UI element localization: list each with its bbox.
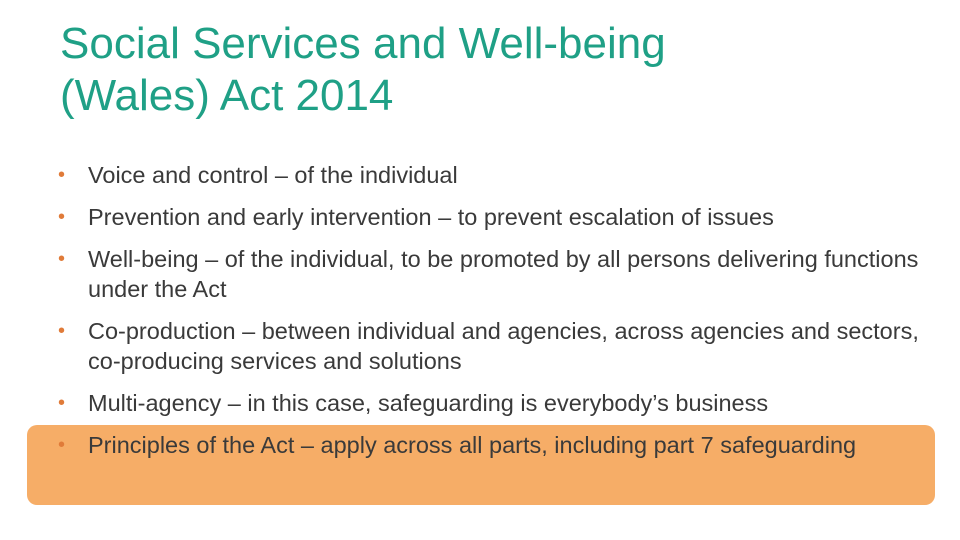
slide-title (60, 18, 920, 122)
bullet-item (56, 160, 936, 190)
bullet-dot-icon: • (58, 434, 66, 456)
bullet-item (56, 244, 936, 304)
title-line-2: (Wales) Act 2014 (60, 71, 394, 120)
bullet-dot-icon: • (58, 320, 66, 342)
bullet-item (56, 202, 936, 232)
title-line-1: Social Services and Well-being (60, 19, 666, 68)
bullet-text: Principles of the Act – apply across all parts, including part 7 safeguarding (88, 432, 857, 458)
bullet-text: Voice and control – of the individual (88, 162, 458, 188)
bullet-dot-icon: • (58, 392, 66, 414)
bullet-text: Multi-agency – in this case, safeguarding is everybody’s business (88, 390, 769, 416)
bullet-item (56, 316, 936, 376)
bullet-dot-icon: • (58, 248, 66, 270)
bullet-dot-icon: • (58, 206, 66, 228)
bullet-list (56, 160, 936, 472)
bullet-text: Co-production – between individual and agencies, across agencies and sectors, co-producing services and solutions (88, 318, 919, 374)
bullet-dot-icon: • (58, 164, 66, 186)
bullet-text: Prevention and early intervention – to prevent escalation of issues (88, 204, 774, 230)
bullet-text: Well-being – of the individual, to be promoted by all persons delivering functions under the Act (88, 246, 919, 302)
bullet-item (56, 388, 936, 418)
bullet-item-highlighted (56, 430, 936, 460)
